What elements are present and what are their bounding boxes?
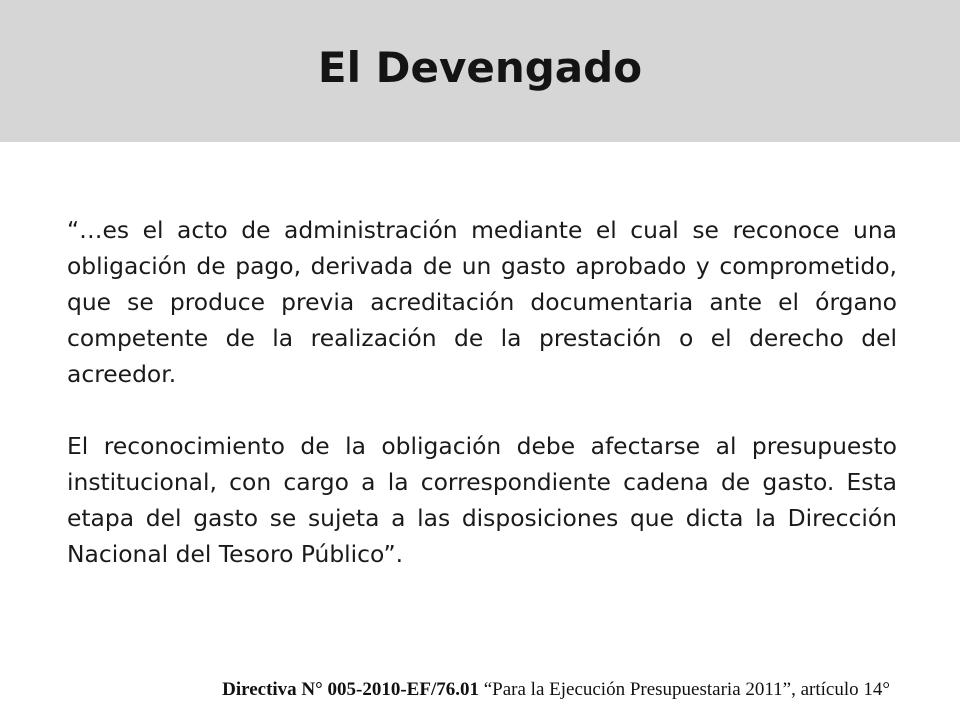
quote-body [67,212,897,572]
slide-title: El Devengado [317,43,643,92]
citation-reference: Directiva N° 005-2010-EF/76.01 [222,679,479,700]
citation-detail: “Para la Ejecución Presupuestaria 2011”, artículo 14° [478,679,890,700]
source-citation [222,678,890,702]
quote-paragraph-recognition: El reconocimiento de la obligación debe afectarse al presupuesto institucional, con cargo a la correspondiente cadena de gasto. Esta etapa del gasto se sujeta a las disposiciones que dicta la Dirección Nacional del Tesoro Público”. [67,432,897,568]
quote-paragraph-definition: “…es el acto de administración mediante el cual se reconoce una obligación de pago, derivada de un gasto aprobado y comprometido, que se produce previa acreditación documentaria ante el órgano competente de la realización de la prestación o el derecho del acreedor. [67,216,897,388]
